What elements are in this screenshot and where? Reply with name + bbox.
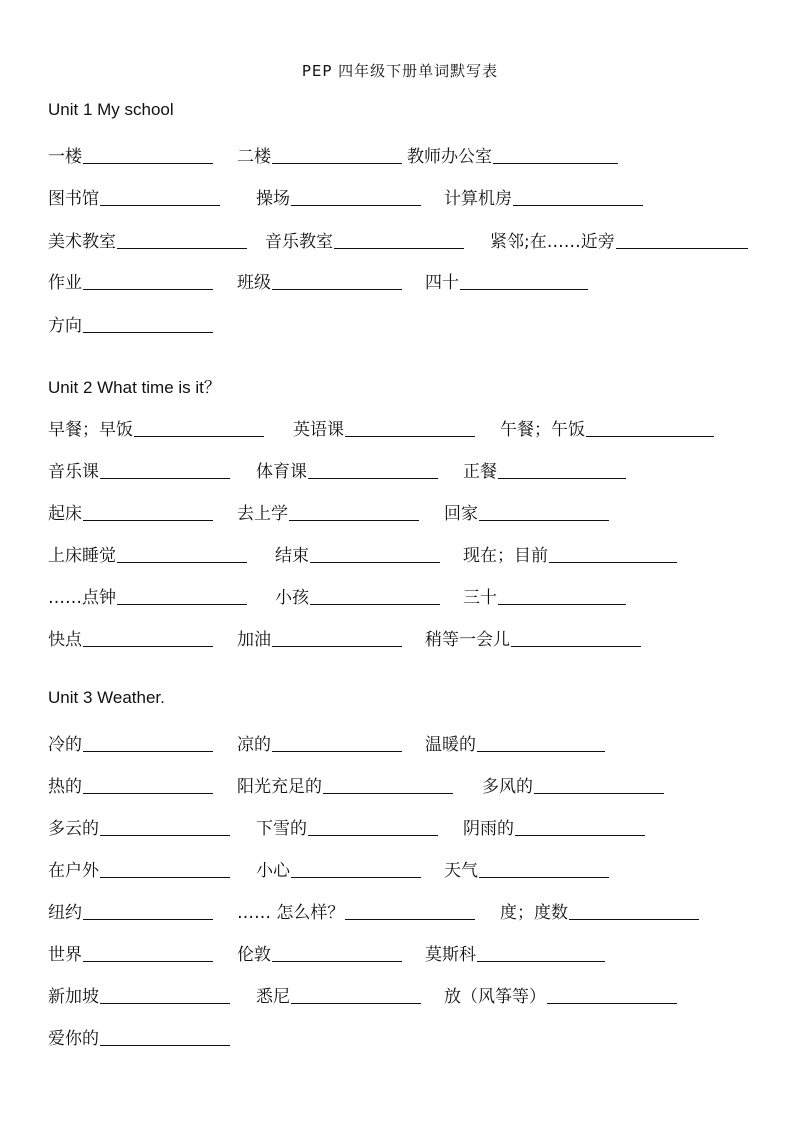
- vocab-item: [48, 730, 213, 756]
- answer-blank[interactable]: [83, 314, 213, 333]
- vocab-item: [256, 814, 438, 840]
- vocab-item: [237, 772, 453, 798]
- vocab-item: [237, 940, 402, 966]
- vocab-row: [0, 730, 800, 756]
- vocab-row: [0, 311, 800, 337]
- answer-blank[interactable]: [310, 586, 440, 605]
- answer-blank[interactable]: [272, 271, 402, 290]
- answer-blank[interactable]: [83, 628, 213, 647]
- vocab-prompt: 多云的: [48, 819, 99, 839]
- vocab-prompt: 天气: [444, 861, 478, 881]
- answer-blank[interactable]: [100, 187, 220, 206]
- vocab-item: [444, 856, 609, 882]
- vocab-item: [425, 625, 641, 651]
- answer-blank[interactable]: [308, 817, 438, 836]
- answer-blank[interactable]: [291, 985, 421, 1004]
- answer-blank[interactable]: [272, 628, 402, 647]
- vocab-item: [256, 457, 438, 483]
- vocab-item: [407, 142, 618, 168]
- answer-blank[interactable]: [515, 817, 645, 836]
- answer-blank[interactable]: [134, 418, 264, 437]
- vocab-item: [48, 982, 230, 1008]
- vocab-prompt: 世界: [48, 945, 82, 965]
- vocab-prompt: 班级: [237, 273, 271, 293]
- vocab-item: [48, 898, 213, 924]
- answer-blank[interactable]: [83, 271, 213, 290]
- vocab-item: [48, 772, 213, 798]
- vocab-row: [0, 541, 800, 567]
- answer-blank[interactable]: [477, 733, 605, 752]
- vocab-prompt: 结束: [275, 546, 309, 566]
- vocab-item: [237, 898, 475, 924]
- answer-blank[interactable]: [100, 859, 230, 878]
- answer-blank[interactable]: [83, 733, 213, 752]
- vocab-item: [490, 227, 748, 253]
- vocab-row: [0, 982, 800, 1008]
- answer-blank[interactable]: [83, 775, 213, 794]
- vocab-prompt: 紧邻;在……近旁: [490, 232, 615, 252]
- vocab-item: [275, 541, 440, 567]
- vocab-prompt: 作业: [48, 273, 82, 293]
- vocab-item: [48, 499, 213, 525]
- vocab-item: [237, 499, 419, 525]
- answer-blank[interactable]: [310, 544, 440, 563]
- vocab-item: [48, 625, 213, 651]
- answer-blank[interactable]: [83, 901, 213, 920]
- vocab-prompt: 冷的: [48, 735, 82, 755]
- answer-blank[interactable]: [345, 418, 475, 437]
- vocab-prompt: 上床睡觉: [48, 546, 116, 566]
- answer-blank[interactable]: [586, 418, 714, 437]
- answer-blank[interactable]: [498, 586, 626, 605]
- answer-blank[interactable]: [534, 775, 664, 794]
- vocab-row: [0, 856, 800, 882]
- answer-blank[interactable]: [477, 943, 605, 962]
- vocab-item: [425, 940, 605, 966]
- answer-blank[interactable]: [100, 1027, 230, 1046]
- vocab-item: [256, 184, 421, 210]
- vocab-prompt: 去上学: [237, 504, 288, 524]
- answer-blank[interactable]: [616, 230, 748, 249]
- vocab-prompt: 凉的: [237, 735, 271, 755]
- vocab-prompt: 放（风筝等）: [444, 987, 546, 1007]
- vocab-prompt: 体育课: [256, 462, 307, 482]
- answer-blank[interactable]: [511, 628, 641, 647]
- vocab-prompt: 音乐教室: [265, 232, 333, 252]
- answer-blank[interactable]: [291, 859, 421, 878]
- answer-blank[interactable]: [479, 502, 609, 521]
- vocab-item: [482, 772, 664, 798]
- unit-heading: Unit 2 What time is it？: [48, 378, 221, 397]
- vocab-prompt: 正餐: [463, 462, 497, 482]
- vocab-prompt: 小心: [256, 861, 290, 881]
- vocab-prompt: 在户外: [48, 861, 99, 881]
- vocab-prompt: 四十: [425, 273, 459, 293]
- vocab-row: [0, 268, 800, 294]
- vocab-prompt: 美术教室: [48, 232, 116, 252]
- vocab-prompt: 图书馆: [48, 189, 99, 209]
- vocab-prompt: 早餐；早饭: [48, 420, 133, 440]
- vocab-item: [48, 268, 213, 294]
- vocab-item: [48, 583, 247, 609]
- unit-heading: Unit 1 My school: [48, 100, 174, 119]
- vocab-item: [256, 856, 421, 882]
- vocab-item: [265, 227, 464, 253]
- answer-blank[interactable]: [569, 901, 699, 920]
- vocab-item: [444, 184, 643, 210]
- answer-blank[interactable]: [334, 230, 464, 249]
- vocab-prompt: 音乐课: [48, 462, 99, 482]
- vocab-prompt: 小孩: [275, 588, 309, 608]
- answer-blank[interactable]: [291, 187, 421, 206]
- vocab-prompt: 回家: [444, 504, 478, 524]
- vocab-item: [237, 625, 402, 651]
- vocab-prompt: 快点: [48, 630, 82, 650]
- answer-blank[interactable]: [498, 460, 626, 479]
- vocab-prompt: 午餐；午饭: [500, 420, 585, 440]
- vocab-item: [463, 457, 626, 483]
- vocab-item: [500, 898, 699, 924]
- vocab-item: [48, 415, 264, 441]
- answer-blank[interactable]: [547, 985, 677, 1004]
- vocab-item: [425, 730, 605, 756]
- vocab-prompt: 二楼: [237, 147, 271, 167]
- answer-blank[interactable]: [83, 502, 213, 521]
- vocab-item: [237, 268, 402, 294]
- vocab-prompt: 爱你的: [48, 1029, 99, 1049]
- vocab-prompt: 现在；目前: [463, 546, 548, 566]
- vocab-item: [48, 814, 230, 840]
- vocab-item: [256, 982, 421, 1008]
- vocab-prompt: 新加坡: [48, 987, 99, 1007]
- vocab-item: [48, 311, 213, 337]
- vocab-row: [0, 898, 800, 924]
- vocab-row: [0, 583, 800, 609]
- vocab-prompt: 起床: [48, 504, 82, 524]
- vocab-item: [48, 940, 213, 966]
- answer-blank[interactable]: [100, 460, 230, 479]
- vocab-item: [444, 982, 677, 1008]
- answer-blank[interactable]: [100, 817, 230, 836]
- vocab-item: [275, 583, 440, 609]
- vocab-prompt: 一楼: [48, 147, 82, 167]
- vocab-item: [48, 856, 230, 882]
- vocab-row: [0, 457, 800, 483]
- answer-blank[interactable]: [308, 460, 438, 479]
- vocab-prompt: 操场: [256, 189, 290, 209]
- vocab-row: [0, 499, 800, 525]
- vocab-item: [500, 415, 714, 441]
- vocab-item: [48, 541, 247, 567]
- vocab-row: [0, 142, 800, 168]
- vocab-prompt: 加油: [237, 630, 271, 650]
- answer-blank[interactable]: [272, 145, 402, 164]
- vocab-prompt: 阴雨的: [463, 819, 514, 839]
- vocab-prompt: 稍等一会儿: [425, 630, 510, 650]
- vocab-prompt: 莫斯科: [425, 945, 476, 965]
- vocab-row: [0, 814, 800, 840]
- vocab-prompt: 英语课: [293, 420, 344, 440]
- answer-blank[interactable]: [479, 859, 609, 878]
- vocab-prompt: 多风的: [482, 777, 533, 797]
- answer-blank[interactable]: [272, 733, 402, 752]
- vocab-prompt: 阳光充足的: [237, 777, 322, 797]
- vocab-prompt: ……点钟: [48, 588, 116, 608]
- vocab-prompt: 度；度数: [500, 903, 568, 923]
- vocab-item: [463, 583, 626, 609]
- vocab-item: [444, 499, 609, 525]
- unit-heading: Unit 3 Weather.: [48, 688, 165, 707]
- vocab-prompt: 计算机房: [444, 189, 512, 209]
- vocab-prompt: 纽约: [48, 903, 82, 923]
- answer-blank[interactable]: [117, 230, 247, 249]
- vocab-row: [0, 415, 800, 441]
- vocab-prompt: 教师办公室: [407, 147, 492, 167]
- vocab-row: [0, 227, 800, 253]
- page-title: PEP 四年级下册单词默写表: [301, 62, 499, 80]
- vocab-item: [463, 541, 677, 567]
- vocab-row: [0, 625, 800, 651]
- vocab-prompt: 三十: [463, 588, 497, 608]
- vocab-item: [237, 142, 402, 168]
- answer-blank[interactable]: [323, 775, 453, 794]
- vocab-row: [0, 1024, 800, 1050]
- answer-blank[interactable]: [289, 502, 419, 521]
- vocab-prompt: …… 怎么样？: [237, 903, 345, 923]
- vocab-item: [48, 457, 230, 483]
- vocab-item: [48, 227, 247, 253]
- vocab-item: [463, 814, 645, 840]
- answer-blank[interactable]: [117, 586, 247, 605]
- vocab-item: [48, 1024, 230, 1050]
- answer-blank[interactable]: [272, 943, 402, 962]
- vocab-prompt: 下雪的: [256, 819, 307, 839]
- vocab-item: [237, 730, 402, 756]
- vocab-item: [48, 184, 220, 210]
- answer-blank[interactable]: [345, 901, 475, 920]
- answer-blank[interactable]: [493, 145, 618, 164]
- vocab-prompt: 悉尼: [256, 987, 290, 1007]
- vocab-prompt: 温暖的: [425, 735, 476, 755]
- answer-blank[interactable]: [100, 985, 230, 1004]
- vocab-row: [0, 940, 800, 966]
- answer-blank[interactable]: [549, 544, 677, 563]
- vocab-item: [48, 142, 213, 168]
- vocab-prompt: 热的: [48, 777, 82, 797]
- answer-blank[interactable]: [513, 187, 643, 206]
- answer-blank[interactable]: [83, 943, 213, 962]
- vocab-row: [0, 772, 800, 798]
- answer-blank[interactable]: [460, 271, 588, 290]
- vocab-prompt: 方向: [48, 316, 82, 336]
- vocab-row: [0, 184, 800, 210]
- answer-blank[interactable]: [117, 544, 247, 563]
- vocab-prompt: 伦敦: [237, 945, 271, 965]
- answer-blank[interactable]: [83, 145, 213, 164]
- vocab-item: [425, 268, 588, 294]
- vocab-item: [293, 415, 475, 441]
